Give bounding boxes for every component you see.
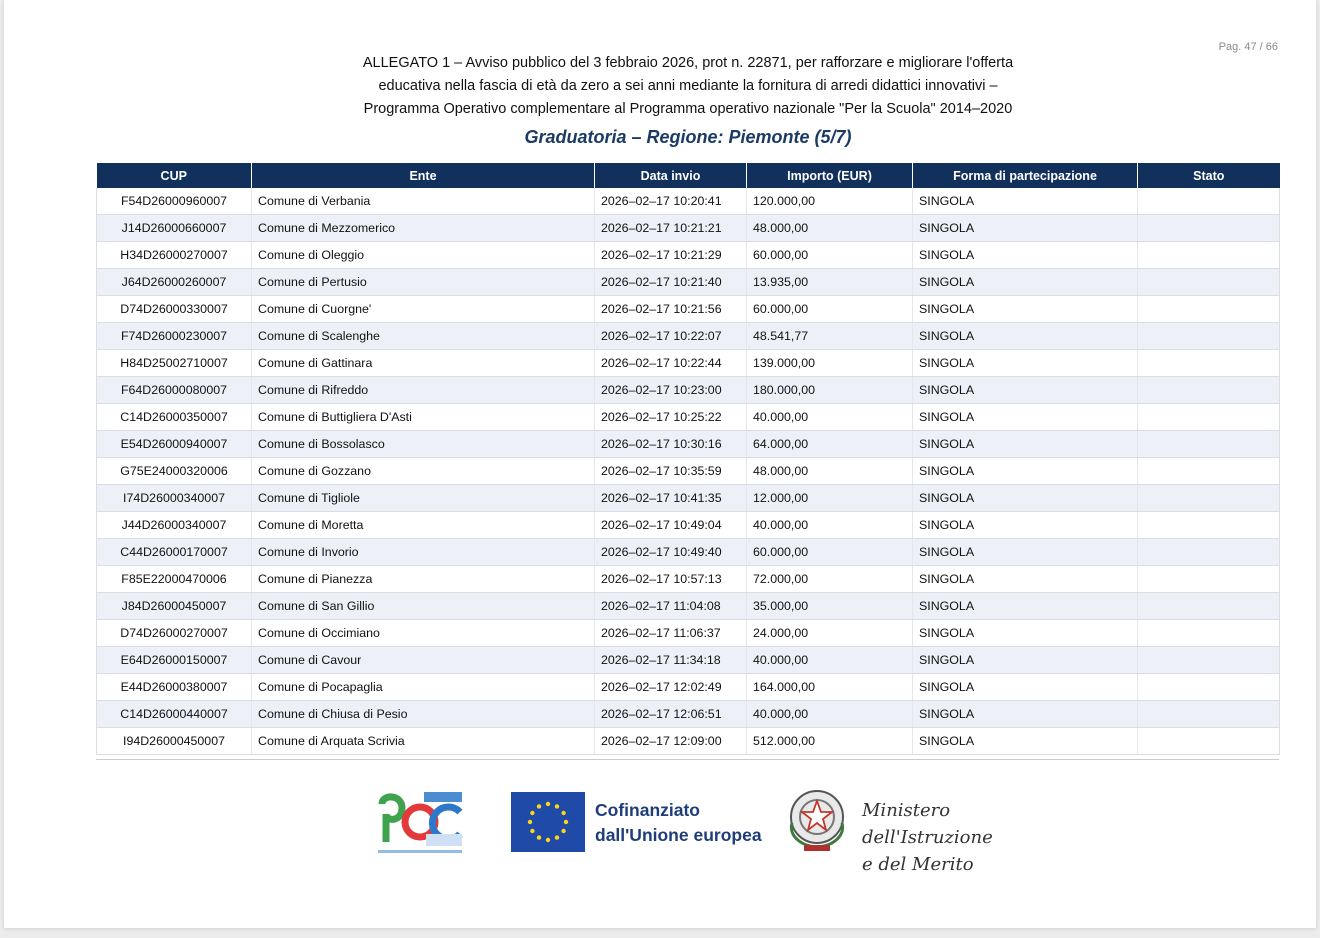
ministry-logo-text <box>862 797 1084 878</box>
eu-logo-text <box>595 798 762 848</box>
data-invio-cell: 2026–02–17 12:02:49 <box>595 674 747 701</box>
forma-cell: SINGOLA <box>913 620 1138 647</box>
table-row <box>97 404 1280 431</box>
importo-cell: 60.000,00 <box>747 296 913 323</box>
data-invio-cell: 2026–02–17 10:35:59 <box>595 458 747 485</box>
importo-cell: 40.000,00 <box>747 404 913 431</box>
table-row <box>97 188 1280 215</box>
ente-cell: Comune di Invorio <box>252 539 595 566</box>
column-header-data-invio: Data invio <box>595 163 747 188</box>
ente-cell: Comune di Tigliole <box>252 485 595 512</box>
page-number: Pag. 47 / 66 <box>1218 41 1278 53</box>
ente-cell: Comune di Gozzano <box>252 458 595 485</box>
ente-cell: Comune di Bossolasco <box>252 431 595 458</box>
stato-cell <box>1138 485 1280 512</box>
table-row <box>97 728 1280 755</box>
cup-cell: I74D26000340007 <box>97 485 252 512</box>
footer-divider <box>96 759 1279 760</box>
data-invio-cell: 2026–02–17 11:04:08 <box>595 593 747 620</box>
data-invio-cell: 2026–02–17 10:25:22 <box>595 404 747 431</box>
data-invio-cell: 2026–02–17 10:23:00 <box>595 377 747 404</box>
data-invio-cell: 2026–02–17 10:30:16 <box>595 431 747 458</box>
forma-cell: SINGOLA <box>913 647 1138 674</box>
stato-cell <box>1138 593 1280 620</box>
eu-logo-line1: Cofinanziato <box>595 800 700 820</box>
header-line: ALLEGATO 1 – Avviso pubblico del 3 febbraio 2026, prot n. 22871, per rafforzare e migliorare l'offerta <box>362 55 1014 71</box>
cup-cell: H34D26000270007 <box>97 242 252 269</box>
forma-cell: SINGOLA <box>913 458 1138 485</box>
cup-cell: E64D26000150007 <box>97 647 252 674</box>
data-invio-cell: 2026–02–17 10:21:29 <box>595 242 747 269</box>
ministry-logo <box>784 785 1084 875</box>
stato-cell <box>1138 458 1280 485</box>
cup-cell: H84D25002710007 <box>97 350 252 377</box>
data-invio-cell: 2026–02–17 12:09:00 <box>595 728 747 755</box>
stato-cell <box>1138 566 1280 593</box>
importo-cell: 60.000,00 <box>747 242 913 269</box>
stato-cell <box>1138 350 1280 377</box>
ente-cell: Comune di Mezzomerico <box>252 215 595 242</box>
forma-cell: SINGOLA <box>913 242 1138 269</box>
cup-cell: D74D26000270007 <box>97 620 252 647</box>
stato-cell <box>1138 674 1280 701</box>
table-row <box>97 539 1280 566</box>
data-invio-cell: 2026–02–17 10:49:40 <box>595 539 747 566</box>
data-invio-cell: 2026–02–17 10:57:13 <box>595 566 747 593</box>
importo-cell: 164.000,00 <box>747 674 913 701</box>
cup-cell: F85E22000470006 <box>97 566 252 593</box>
stato-cell <box>1138 296 1280 323</box>
header-line: Programma Operativo complementare al Programma operativo nazionale "Per la Scuola" 2014–2020 <box>363 101 1013 117</box>
data-invio-cell: 2026–02–17 10:41:35 <box>595 485 747 512</box>
importo-cell: 13.935,00 <box>747 269 913 296</box>
ente-cell: Comune di San Gillio <box>252 593 595 620</box>
ente-cell: Comune di Cavour <box>252 647 595 674</box>
italian-emblem-icon <box>784 785 850 855</box>
ente-cell: Comune di Rifreddo <box>252 377 595 404</box>
forma-cell: SINGOLA <box>913 377 1138 404</box>
table-row <box>97 485 1280 512</box>
importo-cell: 180.000,00 <box>747 377 913 404</box>
table-row <box>97 377 1280 404</box>
forma-cell: SINGOLA <box>913 188 1138 215</box>
column-header-stato: Stato <box>1138 163 1280 188</box>
table-row <box>97 269 1280 296</box>
cup-cell: E44D26000380007 <box>97 674 252 701</box>
data-invio-cell: 2026–02–17 10:21:21 <box>595 215 747 242</box>
importo-cell: 35.000,00 <box>747 593 913 620</box>
stato-cell <box>1138 620 1280 647</box>
data-invio-cell: 2026–02–17 10:20:41 <box>595 188 747 215</box>
importo-cell: 48.000,00 <box>747 215 913 242</box>
cup-cell: J64D26000260007 <box>97 269 252 296</box>
cup-cell: C14D26000440007 <box>97 701 252 728</box>
table-row <box>97 701 1280 728</box>
ente-cell: Comune di Chiusa di Pesio <box>252 701 595 728</box>
forma-cell: SINGOLA <box>913 323 1138 350</box>
stato-cell <box>1138 728 1280 755</box>
table-row <box>97 620 1280 647</box>
importo-cell: 40.000,00 <box>747 701 913 728</box>
importo-cell: 48.000,00 <box>747 458 913 485</box>
cup-cell: C14D26000350007 <box>97 404 252 431</box>
ente-cell: Comune di Scalenghe <box>252 323 595 350</box>
stato-cell <box>1138 323 1280 350</box>
stato-cell <box>1138 431 1280 458</box>
stato-cell <box>1138 647 1280 674</box>
ente-cell: Comune di Cuorgne' <box>252 296 595 323</box>
table-row <box>97 674 1280 701</box>
importo-cell: 40.000,00 <box>747 647 913 674</box>
table-row <box>97 215 1280 242</box>
column-header-importo: Importo (EUR) <box>747 163 913 188</box>
ente-cell: Comune di Oleggio <box>252 242 595 269</box>
table-row <box>97 242 1280 269</box>
cup-cell: G75E24000320006 <box>97 458 252 485</box>
poc-logo-icon <box>376 790 466 856</box>
data-invio-cell: 2026–02–17 10:21:56 <box>595 296 747 323</box>
ranking-title: Graduatoria – Regione: Piemonte (5/7) <box>524 127 852 147</box>
forma-cell: SINGOLA <box>913 728 1138 755</box>
stato-cell <box>1138 701 1280 728</box>
eu-flag-icon <box>511 792 585 852</box>
table-row <box>97 512 1280 539</box>
data-invio-cell: 2026–02–17 10:21:40 <box>595 269 747 296</box>
cup-cell: F54D26000960007 <box>97 188 252 215</box>
ente-cell: Comune di Pianezza <box>252 566 595 593</box>
header-line: educativa nella fascia di età da zero a sei anni mediante la fornitura di arredi didattici innovativi – <box>378 78 998 94</box>
stato-cell <box>1138 512 1280 539</box>
forma-cell: SINGOLA <box>913 215 1138 242</box>
ente-cell: Comune di Arquata Scrivia <box>252 728 595 755</box>
eu-cofinancing-logo <box>511 792 766 854</box>
importo-cell: 60.000,00 <box>747 539 913 566</box>
forma-cell: SINGOLA <box>913 566 1138 593</box>
cup-cell: F64D26000080007 <box>97 377 252 404</box>
importo-cell: 512.000,00 <box>747 728 913 755</box>
ente-cell: Comune di Pocapaglia <box>252 674 595 701</box>
table-row <box>97 458 1280 485</box>
eu-logo-line2: dall'Unione europea <box>595 825 762 845</box>
ente-cell: Comune di Gattinara <box>252 350 595 377</box>
data-invio-cell: 2026–02–17 12:06:51 <box>595 701 747 728</box>
table-row <box>97 431 1280 458</box>
importo-cell: 120.000,00 <box>747 188 913 215</box>
table-row <box>97 350 1280 377</box>
cup-cell: J84D26000450007 <box>97 593 252 620</box>
cup-cell: E54D26000940007 <box>97 431 252 458</box>
data-invio-cell: 2026–02–17 11:06:37 <box>595 620 747 647</box>
forma-cell: SINGOLA <box>913 593 1138 620</box>
document-page <box>4 0 1316 928</box>
column-header-forma: Forma di partecipazione <box>913 163 1138 188</box>
cup-cell: I94D26000450007 <box>97 728 252 755</box>
ente-cell: Comune di Buttigliera D'Asti <box>252 404 595 431</box>
cup-cell: F74D26000230007 <box>97 323 252 350</box>
importo-cell: 40.000,00 <box>747 512 913 539</box>
table-row <box>97 647 1280 674</box>
stato-cell <box>1138 539 1280 566</box>
table-row <box>97 593 1280 620</box>
importo-cell: 72.000,00 <box>747 566 913 593</box>
table-row <box>97 296 1280 323</box>
forma-cell: SINGOLA <box>913 512 1138 539</box>
forma-cell: SINGOLA <box>913 539 1138 566</box>
forma-cell: SINGOLA <box>913 404 1138 431</box>
footer-logos <box>4 775 1316 875</box>
data-invio-cell: 2026–02–17 10:22:44 <box>595 350 747 377</box>
ranking-table <box>96 163 1280 755</box>
stato-cell <box>1138 377 1280 404</box>
importo-cell: 139.000,00 <box>747 350 913 377</box>
document-header <box>4 52 1320 121</box>
forma-cell: SINGOLA <box>913 701 1138 728</box>
ente-cell: Comune di Occimiano <box>252 620 595 647</box>
ente-cell: Comune di Pertusio <box>252 269 595 296</box>
importo-cell: 24.000,00 <box>747 620 913 647</box>
table-body <box>97 188 1280 755</box>
forma-cell: SINGOLA <box>913 431 1138 458</box>
stato-cell <box>1138 188 1280 215</box>
table-row <box>97 323 1280 350</box>
ministry-logo-line2: e del Merito <box>862 854 974 875</box>
cup-cell: D74D26000330007 <box>97 296 252 323</box>
forma-cell: SINGOLA <box>913 269 1138 296</box>
cup-cell: J14D26000660007 <box>97 215 252 242</box>
forma-cell: SINGOLA <box>913 296 1138 323</box>
cup-cell: J44D26000340007 <box>97 512 252 539</box>
column-header-ente: Ente <box>252 163 595 188</box>
forma-cell: SINGOLA <box>913 485 1138 512</box>
ministry-logo-line1: Ministero dell'Istruzione <box>862 800 993 848</box>
stato-cell <box>1138 404 1280 431</box>
table-header-row <box>97 163 1280 188</box>
data-invio-cell: 2026–02–17 10:49:04 <box>595 512 747 539</box>
importo-cell: 48.541,77 <box>747 323 913 350</box>
forma-cell: SINGOLA <box>913 674 1138 701</box>
ente-cell: Comune di Moretta <box>252 512 595 539</box>
data-invio-cell: 2026–02–17 10:22:07 <box>595 323 747 350</box>
stato-cell <box>1138 269 1280 296</box>
stato-cell <box>1138 215 1280 242</box>
cup-cell: C44D26000170007 <box>97 539 252 566</box>
column-header-cup: CUP <box>97 163 252 188</box>
table-row <box>97 566 1280 593</box>
stato-cell <box>1138 242 1280 269</box>
ente-cell: Comune di Verbania <box>252 188 595 215</box>
importo-cell: 12.000,00 <box>747 485 913 512</box>
importo-cell: 64.000,00 <box>747 431 913 458</box>
forma-cell: SINGOLA <box>913 350 1138 377</box>
data-invio-cell: 2026–02–17 11:34:18 <box>595 647 747 674</box>
